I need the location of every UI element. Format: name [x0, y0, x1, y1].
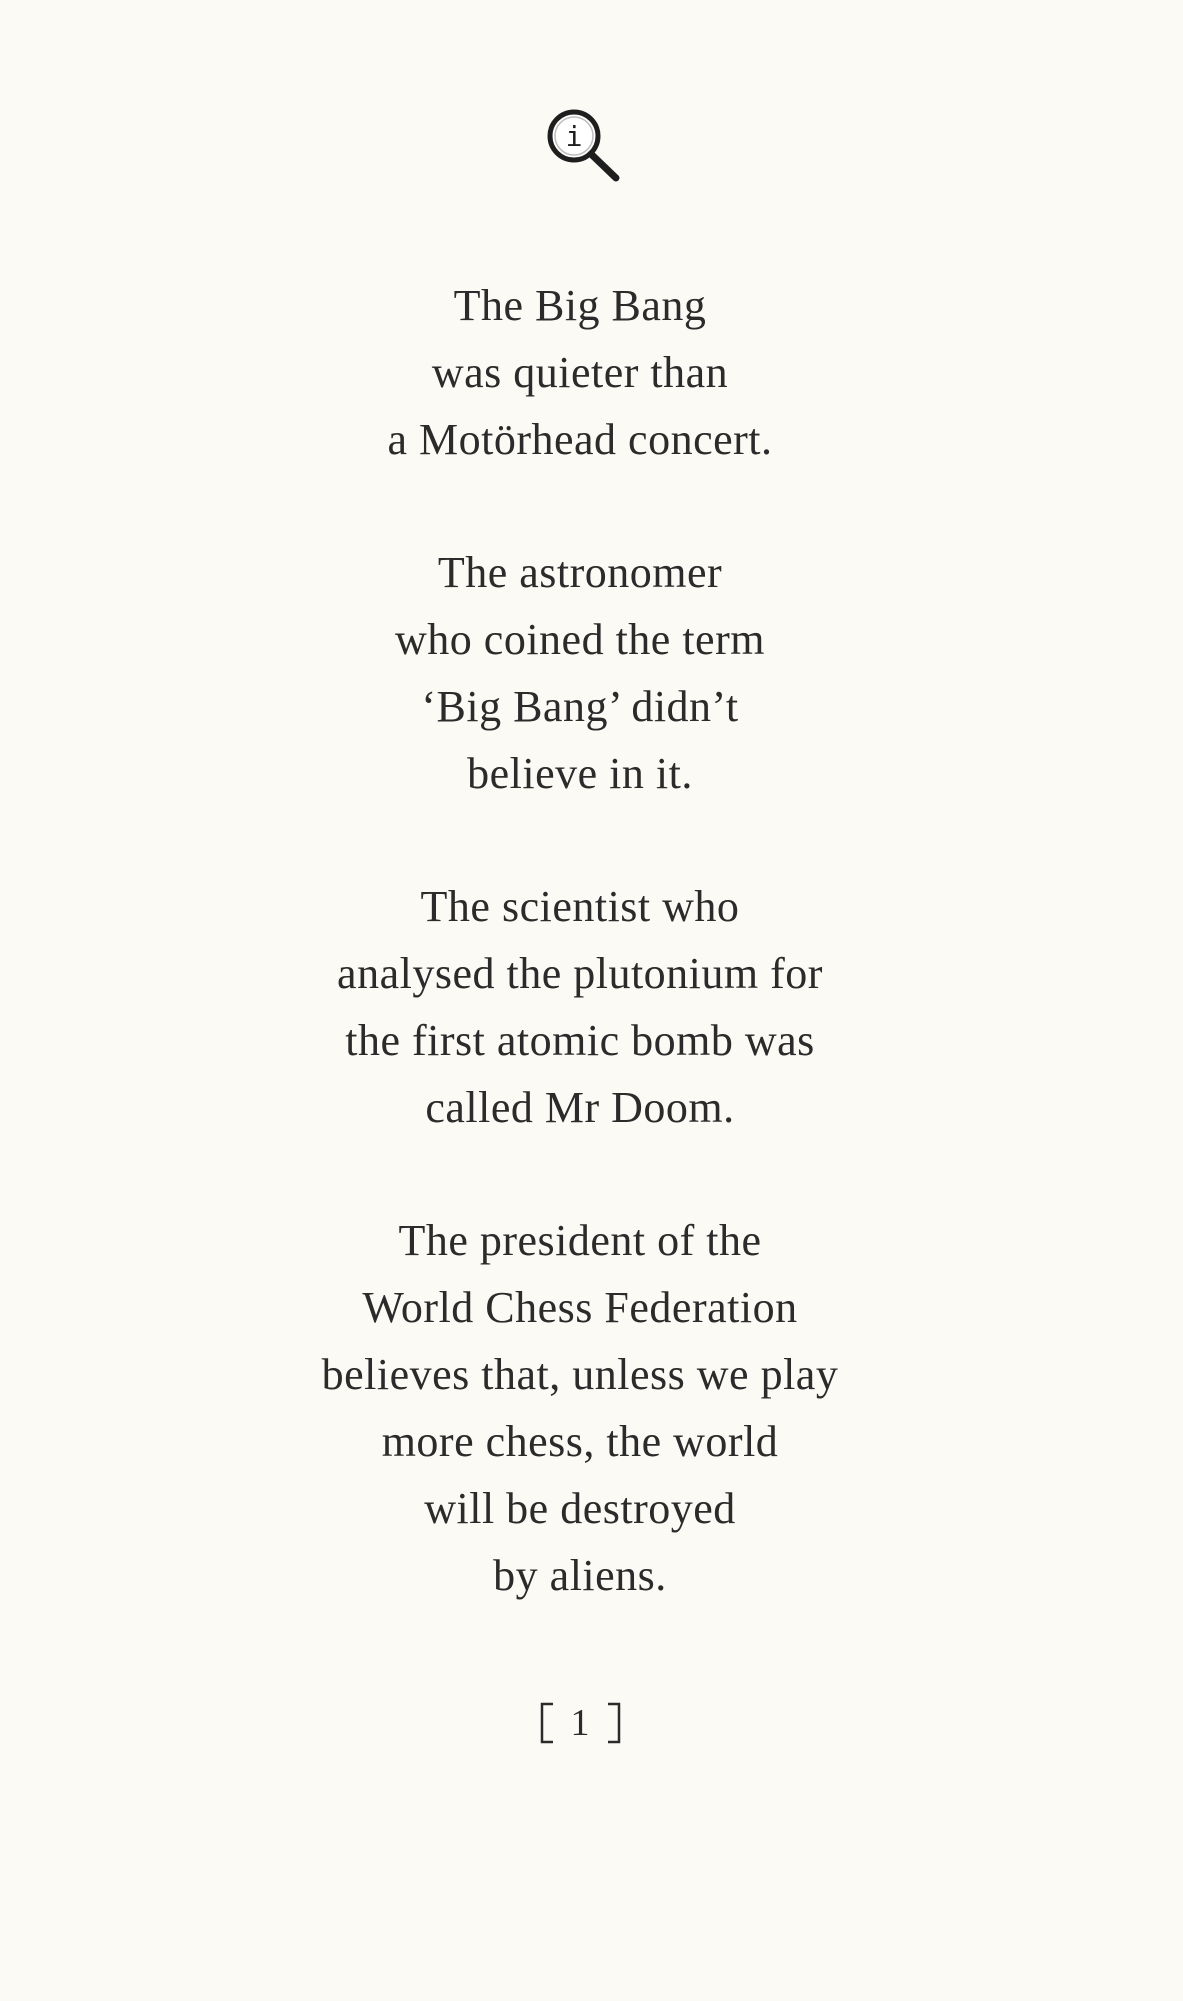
fact-line: by aliens.	[493, 1551, 667, 1600]
fact-line: who coined the term	[395, 615, 765, 664]
fact-line: World Chess Federation	[362, 1283, 798, 1332]
facts-block	[0, 272, 1160, 1675]
page-number	[0, 1690, 1160, 1753]
magnifier-info-icon	[540, 104, 624, 188]
fact-line: called Mr Doom.	[425, 1083, 735, 1132]
fact-line: will be destroyed	[424, 1484, 736, 1533]
fact-line: believes that, unless we play	[321, 1350, 839, 1399]
fact-line: The astronomer	[437, 548, 723, 597]
left-bracket-icon	[539, 1701, 557, 1745]
fact-line: ‘Big Bang’ didn’t	[421, 682, 739, 731]
fact-2	[0, 539, 1160, 807]
fact-line: was quieter than	[431, 348, 729, 397]
fact-line: the first atomic bomb was	[345, 1016, 815, 1065]
fact-line: The president of the	[398, 1216, 762, 1265]
right-bracket-icon	[604, 1701, 622, 1745]
fact-line: more chess, the world	[381, 1417, 779, 1466]
fact-line: The scientist who	[420, 882, 740, 931]
fact-line: analysed the plutonium for	[337, 949, 823, 998]
fact-line: believe in it.	[467, 749, 693, 798]
fact-line: a Motörhead concert.	[387, 415, 773, 464]
info-glyph: i	[565, 120, 583, 153]
fact-1	[0, 272, 1160, 473]
fact-3	[0, 873, 1160, 1141]
fact-4	[0, 1207, 1160, 1609]
page-number-value: 1	[570, 1702, 590, 1745]
fact-line: The Big Bang	[453, 281, 707, 330]
